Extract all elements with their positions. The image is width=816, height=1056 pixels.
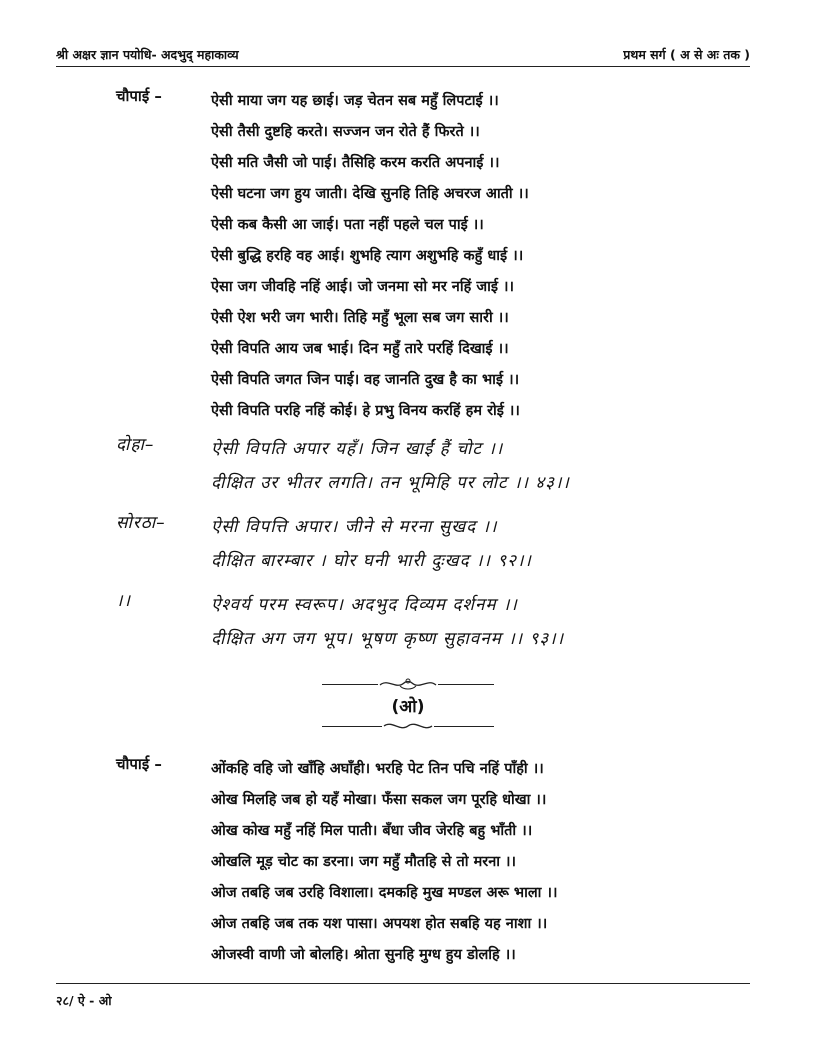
verse-line: ऐसी विपति जगत जिन पाई। वह जानति दुख है का भाई ।। <box>211 372 520 388</box>
verse-line: दीक्षित बारम्बार । घोर घनी भारी दुःखद ।। ९२।। <box>211 551 532 571</box>
verse-line: ओखलि मूड़ चोट का डरना। जग महुँ मौतहि से तो मरना ।। <box>211 854 517 870</box>
verse-line: ओजस्वी वाणी जो बोलहि। श्रोता सुनहि मुग्ध हुय डोलहि ।। <box>211 947 516 963</box>
soratha-lines <box>211 510 695 578</box>
verse-line: ऐसी विपत्ति अपार। जीने से मरना सुखद ।। <box>211 517 498 537</box>
ornament-divider-bottom <box>322 718 494 734</box>
stanza-label: ।। <box>116 591 131 611</box>
stanza-lines <box>211 588 695 656</box>
verse-line: ओख मिलहि जब हो यहँ मोखा। फँसा सकल जग पूरहि धोखा ।। <box>211 792 547 808</box>
chaupai-label: चौपाई – <box>116 87 162 105</box>
verse-line: दीक्षित अग जग भूप। भूषण कृष्ण सुहावनम ।। ९३।। <box>211 629 565 649</box>
verse-line: ओज तबहि जब तक यश पासा। अपयश होत सबहि यह नाशा ।। <box>211 916 548 932</box>
ornament-divider <box>322 676 494 692</box>
verse-line: ऐसा जग जीवहि नहिं आई। जो जनमा सो मर नहिं जाई ।। <box>211 279 515 295</box>
verse-line: ऐसी कब कैसी आ जाई। पता नहीं पहले चल पाई ।। <box>211 217 484 233</box>
chaupai-lines <box>211 86 637 427</box>
verse-line: ओख कोख महुँ नहिं मिल पाती। बँधा जीव जेरहि बहु भाँती ।। <box>211 823 533 839</box>
page-number: २८/ ऐ - ओ <box>56 993 112 1008</box>
verse-line: ऐसी बुद्धि हरहि वह आई। शुभहि त्याग अशुभहि कहुँ धाई ।। <box>211 248 524 264</box>
page-footer <box>56 983 750 1009</box>
verse-line: ऐसी विपति परहि नहिं कोई। हे प्रभु विनय करहिं हम रोई ।। <box>211 403 520 419</box>
verse-line: ऐश्वर्य परम स्वरूप। अदभुद दिव्यम दर्शनम ।। <box>211 595 518 615</box>
verse-line: ऐसी तैसी दुष्टहि करते। सज्जन जन रोते हैं फिरते ।। <box>211 124 480 140</box>
chaupai-lines <box>211 754 637 971</box>
verse-line: ऐसी माया जग यह छाई। जड़ चेतन सब महुँ लिपटाई ।। <box>211 93 499 109</box>
header-book-title: श्री अक्षर ज्ञान पयोधि- अदभुद् महाकाव्य <box>56 47 239 62</box>
verse-line: ऐसी घटना जग हुय जाती। देखि सुनहि तिहि अचरज आती ।। <box>211 186 529 202</box>
flourish-icon <box>378 676 438 692</box>
verse-line: ओज तबहि जब उरहि विशाला। दमकहि मुख मण्डल अरू भाला ।। <box>211 885 558 901</box>
page-header <box>56 44 750 67</box>
doha-lines <box>211 432 695 500</box>
soratha-label: सोरठा– <box>116 513 166 533</box>
doha-label: दोहा– <box>116 435 155 455</box>
verse-line: ऐसी मति जैसी जो पाई। तैसिहि करम करति अपनाई ।। <box>211 155 500 171</box>
verse-line: ऐसी विपति आय जब भाई। दिन महुँ तारे परहिं दिखाई ।। <box>211 341 509 357</box>
verse-line: दीक्षित उर भीतर लगति। तन भूमिहि पर लोट ।। ४३।। <box>211 473 570 493</box>
chaupai-label: चौपाई – <box>116 755 162 773</box>
verse-line: ऐसी विपति अपार यहँ। जिन खाईं हैं चोट ।। <box>211 439 504 459</box>
flourish-icon <box>382 718 434 734</box>
header-chapter: प्रथम सर्ग ( अ से अः तक ) <box>623 47 750 62</box>
section-heading: (ओ) <box>391 697 425 717</box>
verse-line: ओंकहि वहि जो खाँहि अघाँही। भरहि पेट तिन पचि नहिं पाँही ।। <box>211 761 544 777</box>
verse-line: ऐसी ऐश भरी जग भारी। तिहि महुँ भूला सब जग सारी ।। <box>211 310 509 326</box>
